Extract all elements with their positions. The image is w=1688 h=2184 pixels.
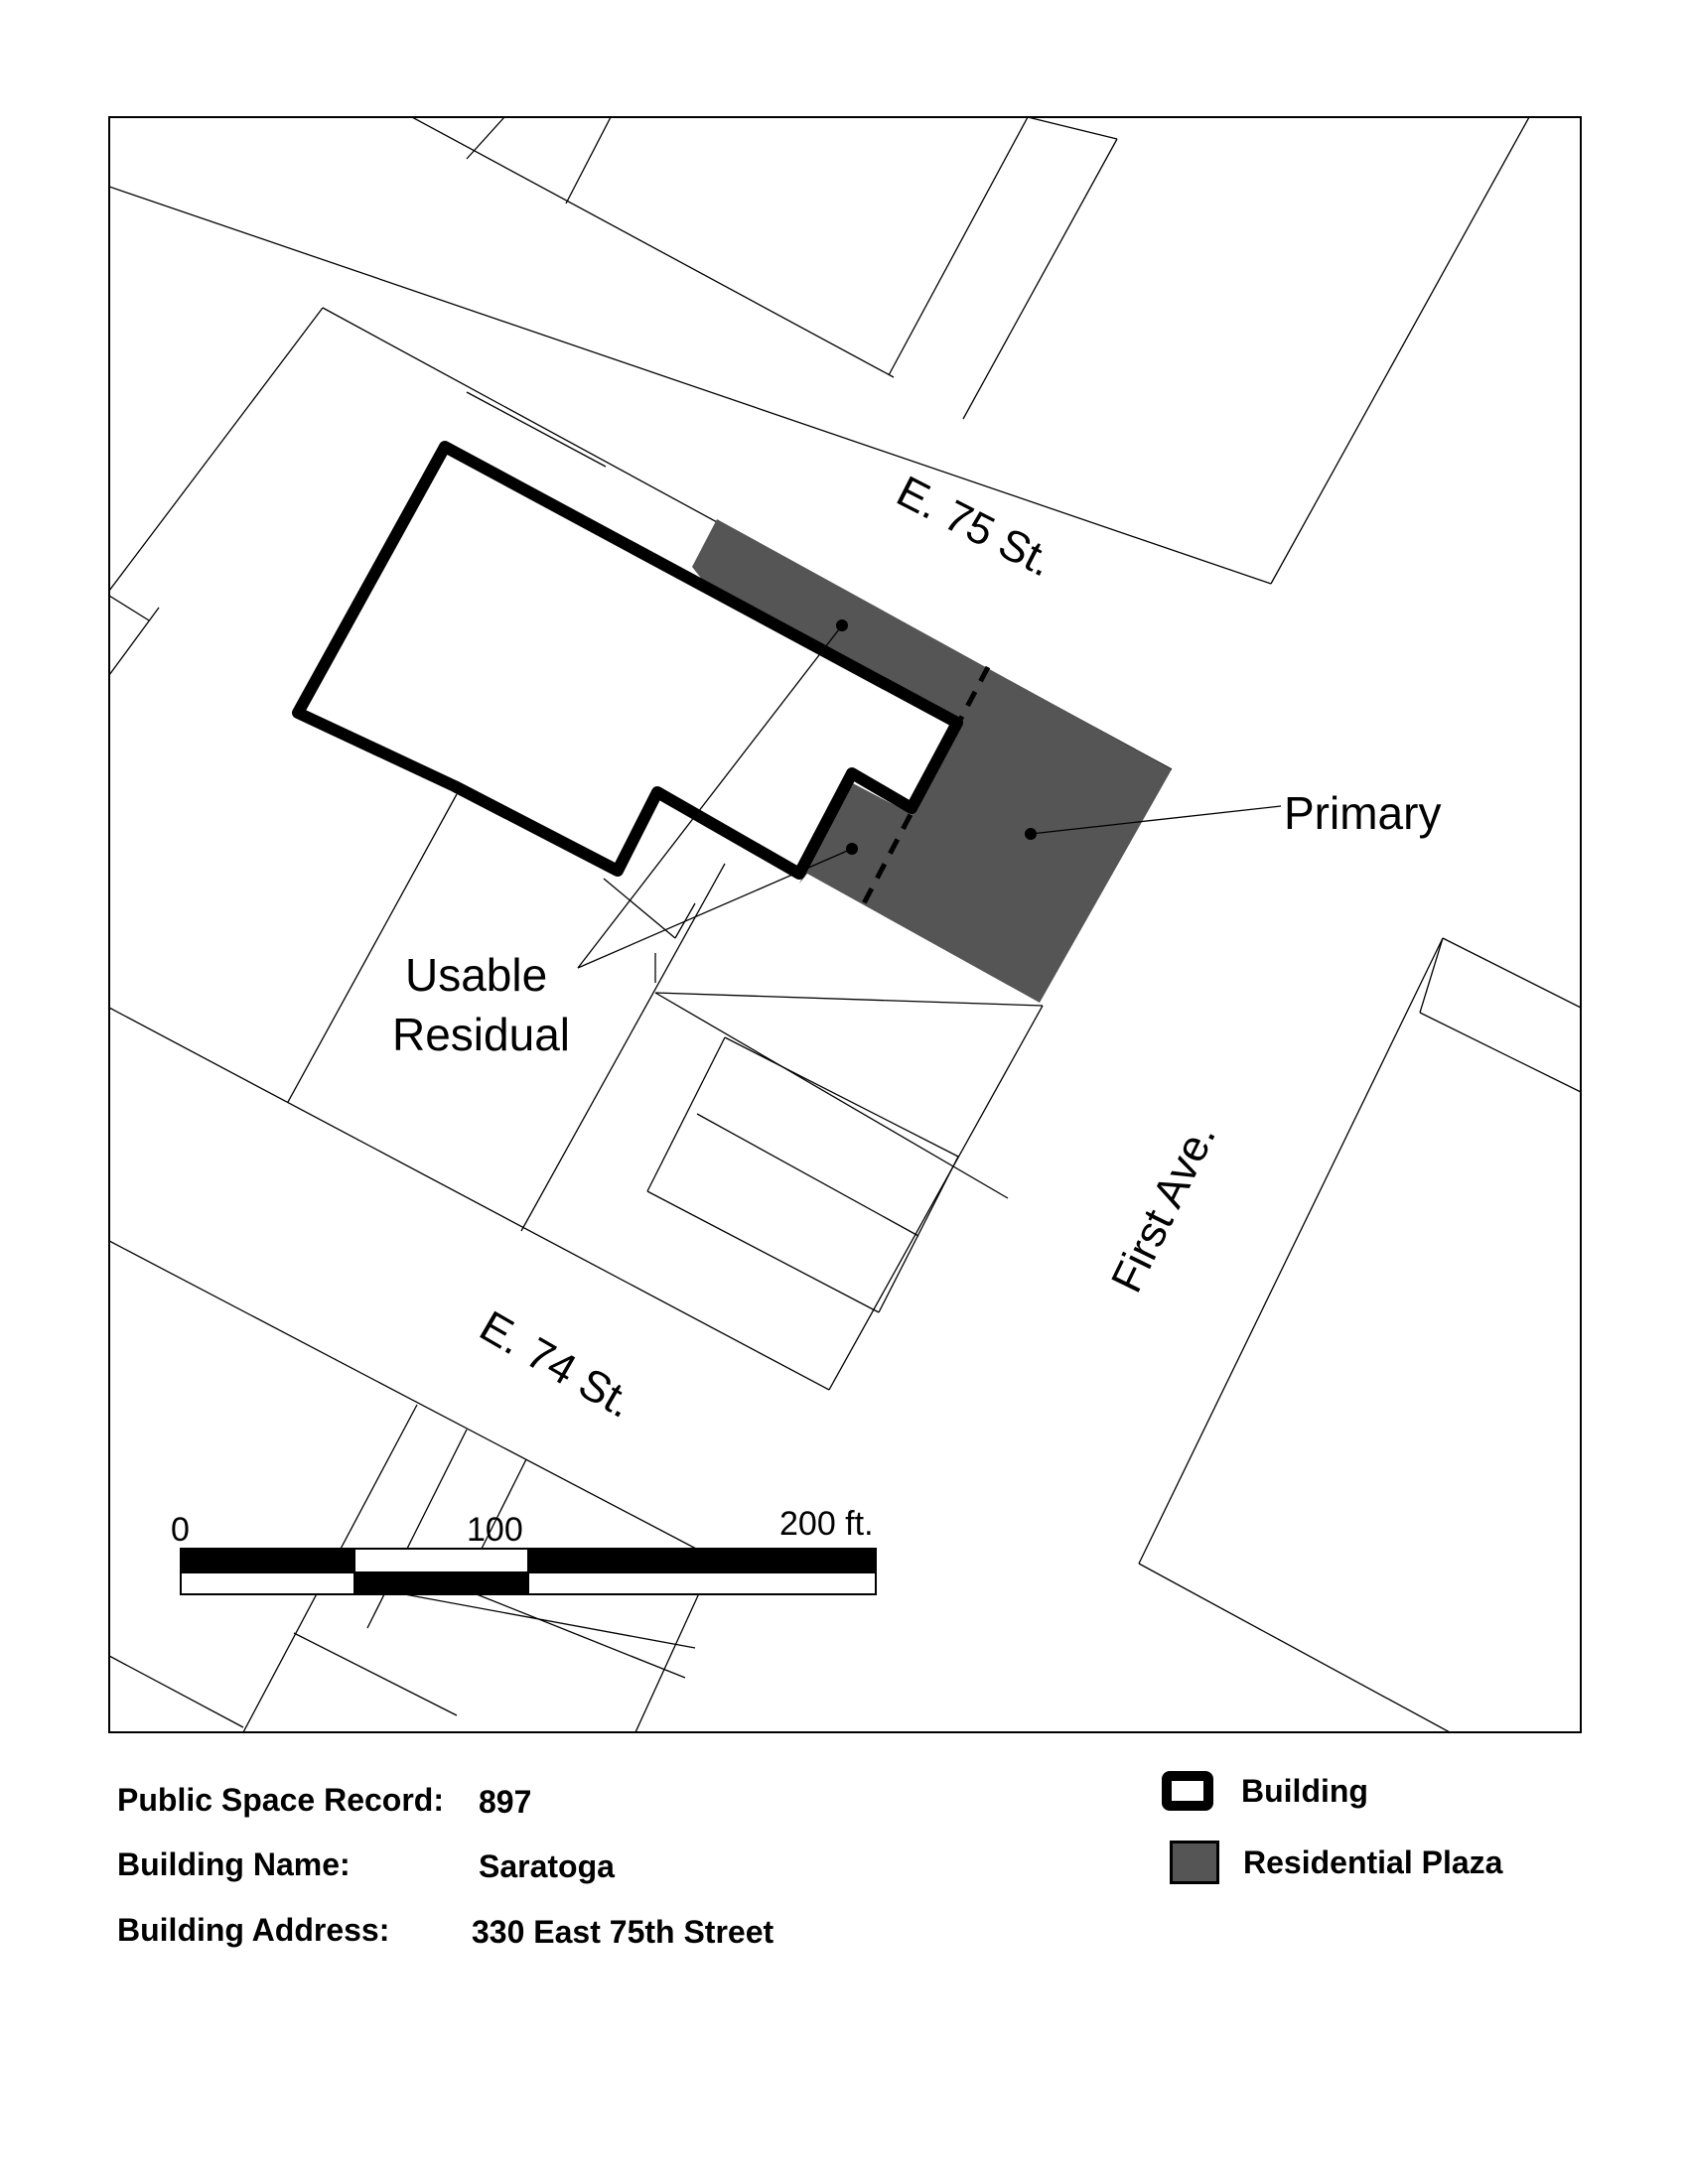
building-swatch-icon <box>1162 1771 1213 1811</box>
public-space-record-value: 897 <box>479 1784 532 1820</box>
callout-label-primary: Primary <box>1284 787 1442 839</box>
street-label-e74: E. 74 St. <box>472 1301 641 1429</box>
legend-residential-plaza <box>1166 1841 1502 1884</box>
building-name-label: Building Name: <box>117 1846 351 1882</box>
callout-label-usable: Usable <box>405 949 548 1001</box>
scale-label-200: 200 ft. <box>779 1505 874 1543</box>
map-frame <box>109 117 1581 1732</box>
street-label-first-ave: First Ave. <box>1101 1115 1226 1300</box>
legend-plaza-label: Residential Plaza <box>1243 1843 1503 1880</box>
scale-bar <box>181 1549 876 1594</box>
building-address-value: 330 East 75th Street <box>472 1914 774 1950</box>
street-label-e75: E. 75 St. <box>889 467 1061 587</box>
legend-building-label: Building <box>1241 1772 1368 1809</box>
lot-lines <box>109 117 1581 1732</box>
public-space-record-label: Public Space Record: <box>117 1782 444 1818</box>
building-address-label: Building Address: <box>117 1912 390 1948</box>
scale-label-0: 0 <box>171 1511 190 1549</box>
plaza-swatch-icon <box>1170 1841 1219 1884</box>
building-name-value: Saratoga <box>479 1848 615 1884</box>
legend-building <box>1162 1771 1368 1811</box>
callout-label-residual: Residual <box>392 1009 570 1060</box>
scale-label-100: 100 <box>467 1511 523 1549</box>
